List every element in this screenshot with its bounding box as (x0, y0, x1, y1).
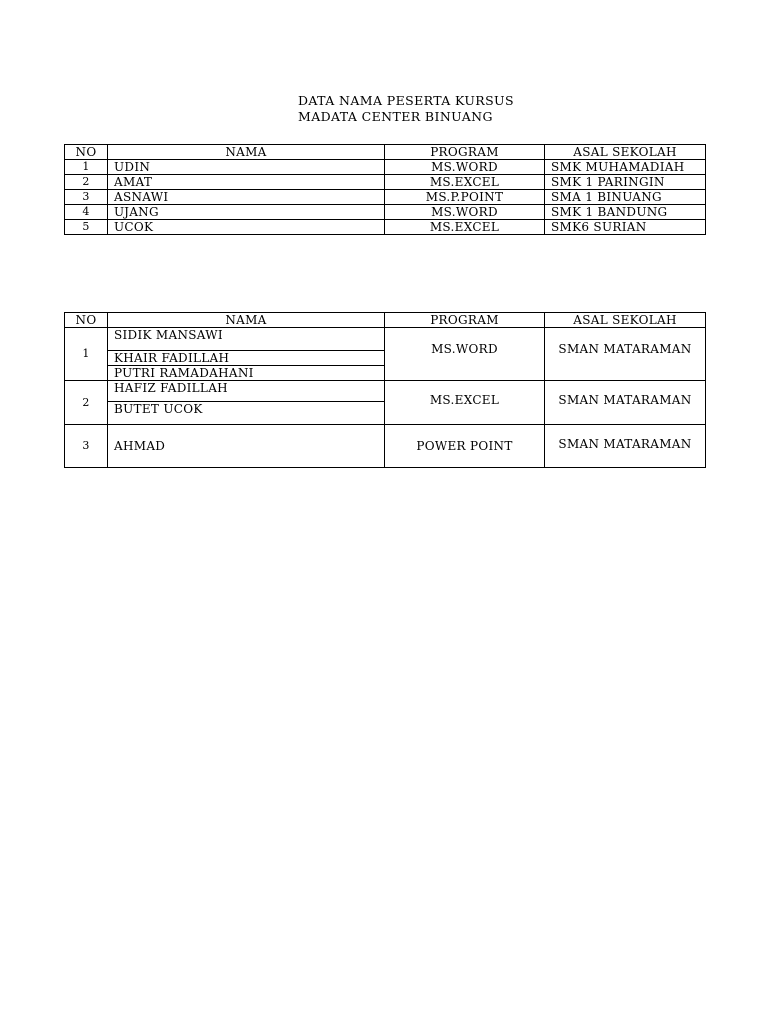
table-row (65, 328, 706, 351)
cell-nama: UCOK (108, 220, 385, 235)
cell-asal: SMK 1 PARINGIN (545, 175, 706, 190)
header-nama: NAMA (108, 313, 385, 328)
cell-nama: HAFIZ FADILLAH (108, 381, 385, 402)
cell-nama: AHMAD (108, 425, 385, 468)
table-row (65, 160, 706, 175)
table-row (65, 205, 706, 220)
cell-nama: SIDIK MANSAWI (108, 328, 385, 351)
cell-nama: AMAT (108, 175, 385, 190)
cell-asal: SMK 1 BANDUNG (545, 205, 706, 220)
cell-nama: BUTET UCOK (108, 402, 385, 425)
table-header-row (65, 313, 706, 328)
cell-nama: UDIN (108, 160, 385, 175)
cell-no: 5 (65, 220, 108, 235)
table-row (65, 175, 706, 190)
cell-program: MS.EXCEL (385, 381, 545, 425)
cell-asal: SMA 1 BINUANG (545, 190, 706, 205)
header-program: PROGRAM (385, 313, 545, 328)
participants-table (64, 144, 706, 235)
cell-asal: SMK MUHAMADIAH (545, 160, 706, 175)
cell-no: 4 (65, 205, 108, 220)
cell-nama: ASNAWI (108, 190, 385, 205)
cell-program: MS.EXCEL (385, 220, 545, 235)
header-asal-sekolah: ASAL SEKOLAH (545, 145, 706, 160)
cell-no: 1 (65, 328, 108, 381)
header-no: NO (65, 145, 108, 160)
table-row (65, 220, 706, 235)
grouped-participants-table (64, 312, 706, 468)
header-no: NO (65, 313, 108, 328)
cell-program: POWER POINT (385, 425, 545, 468)
cell-nama: UJANG (108, 205, 385, 220)
title-line-1: DATA NAMA PESERTA KURSUS (298, 93, 514, 108)
table-row (65, 381, 706, 402)
header-asal-sekolah: ASAL SEKOLAH (545, 313, 706, 328)
cell-no: 3 (65, 190, 108, 205)
cell-no: 2 (65, 175, 108, 190)
cell-no: 3 (65, 425, 108, 468)
cell-program: MS.WORD (385, 160, 545, 175)
cell-asal: SMAN MATARAMAN (545, 381, 706, 425)
header-nama: NAMA (108, 145, 385, 160)
cell-program: MS.P.POINT (385, 190, 545, 205)
cell-nama: PUTRI RAMADAHANI (108, 366, 385, 381)
table-header-row (65, 145, 706, 160)
table-row (65, 190, 706, 205)
cell-program: MS.WORD (385, 328, 545, 381)
cell-nama: KHAIR FADILLAH (108, 351, 385, 366)
cell-program: MS.EXCEL (385, 175, 545, 190)
table-row (65, 425, 706, 468)
cell-no: 1 (65, 160, 108, 175)
header-program: PROGRAM (385, 145, 545, 160)
cell-asal: SMK6 SURIAN (545, 220, 706, 235)
cell-asal: SMAN MATARAMAN (545, 425, 706, 468)
cell-asal: SMAN MATARAMAN (545, 328, 706, 381)
title-line-2: MADATA CENTER BINUANG (298, 109, 493, 124)
cell-program: MS.WORD (385, 205, 545, 220)
cell-no: 2 (65, 381, 108, 425)
document-title (298, 93, 514, 125)
